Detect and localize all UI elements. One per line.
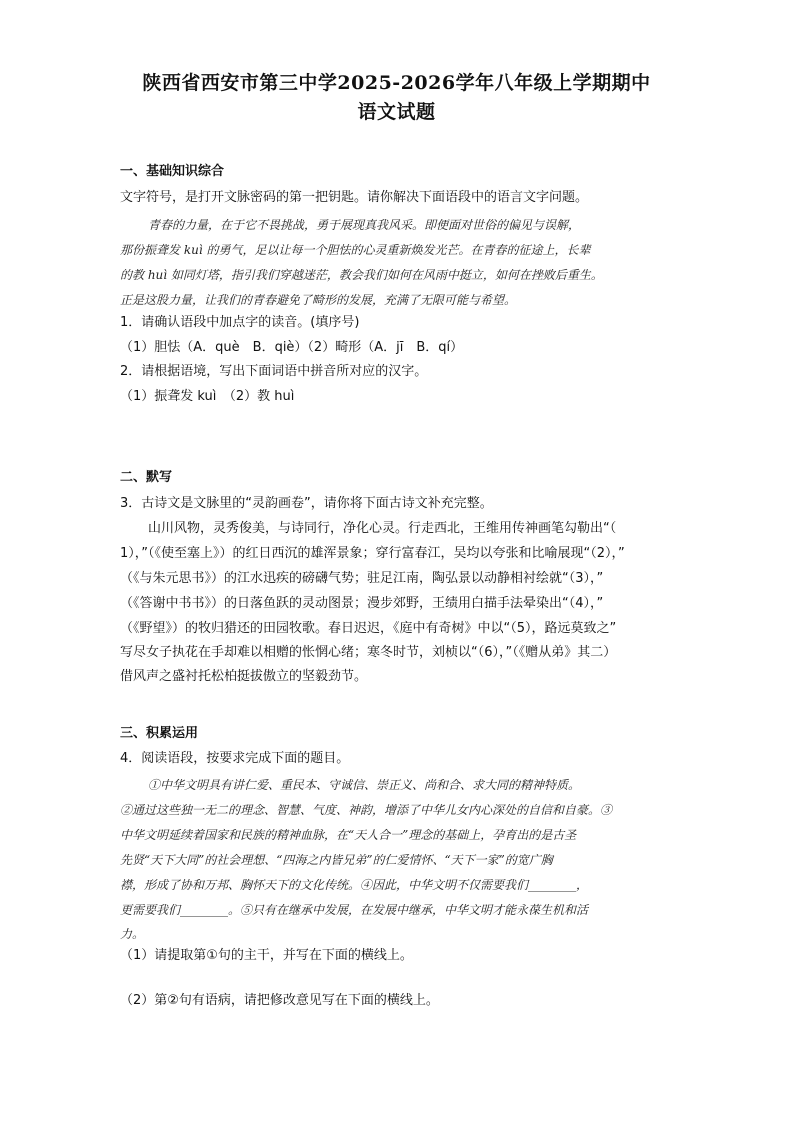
question-3-text-line: 借风声之盛衬托松柏挺拔傲立的坚毅劲节。 <box>120 669 368 684</box>
question-2: 2．请根据语境，写出下面词语中拼音所对应的汉字。 <box>120 364 428 379</box>
question-3-text-line: （《答谢中书书》）的日落鱼跃的灵动图景；漫步郊野，王绩用白描手法晕染出“（4），” <box>120 596 604 611</box>
section1-passage-line: 正是这股力量，让我们的青春避免了畸形的发展，充满了无限可能与希望。 <box>120 293 517 307</box>
section-heading-dictation: 二、默写 <box>120 470 173 485</box>
section-heading-basic-knowledge: 一、基础知识综合 <box>120 164 225 179</box>
question-1: 1．请确认语段中加点字的读音。(填序号) <box>120 315 360 330</box>
section1-passage-line: 那份振聋发 kuì 的勇气，足以让每一个胆怯的心灵重新焕发光芒。在青春的征途上，长辈 <box>120 243 591 257</box>
section1-passage-line: 青春的力量，在于它不畏挑战，勇于展现真我风采。即便面对世俗的偏见与误解， <box>148 218 581 232</box>
question-3-text-line: （《与朱元思书》）的江水迅疾的磅礴气势；驻足江南，陶弘景以动静相衬绘就“（3），” <box>120 571 604 586</box>
question-3-text-line: 写尽女子执花在手却难以相赠的怅惘心绪；寒冬时节，刘桢以“（6），”（《赠从弟》其二） <box>120 645 617 660</box>
question-4-passage-line: 力。 <box>120 927 145 941</box>
question-2-options: （1）振聋发 kuì （2）教 huì <box>120 389 295 404</box>
question-3-text-line: 1），”（《使至塞上》）的红日西沉的雄浑景象；穿行富春江，吴均以夸张和比喻展现“（2），” <box>120 546 625 561</box>
question-4-passage-line: 中华文明延续着国家和民族的精神血脉，在“天人合一”理念的基础上，孕育出的是古圣 <box>120 828 577 842</box>
question-1-options: （1）胆怯（A．què B．qiè）（2）畸形（A．jī B．qí） <box>120 340 464 355</box>
section1-passage-line: 的教 huì 如同灯塔，指引我们穿越迷茫，教会我们如何在风雨中挺立，如何在挫败后重生。 <box>120 268 603 282</box>
question-3: 3．古诗文是文脉里的“灵韵画卷”，请你将下面古诗文补充完整。 <box>120 496 493 511</box>
section1-intro: 文字符号，是打开文脉密码的第一把钥匙。请你解决下面语段中的语言文字问题。 <box>120 190 589 205</box>
question-4-passage-line: 先贤“天下大同”的社会理想、“四海之内皆兄弟”的仁爱情怀、“天下一家”的宽广胸 <box>120 853 553 867</box>
page-title: 陕西省西安市第三中学2025-2026学年八年级上学期期中 <box>142 72 651 94</box>
question-4-passage-line: 更需要我们________。⑤只有在继承中发展，在发展中继承，中华文明才能永葆生机和活 <box>120 903 589 917</box>
question-3-text-line: （《野望》）的牧归猎还的田园牧歌。春日迟迟，《庭中有奇树》中以“（5），路远莫致之” <box>120 621 617 636</box>
question-4-passage-line: ②通过这些独一无二的理念、智慧、气度、神韵，增添了中华儿女内心深处的自信和自豪。③ <box>120 803 613 817</box>
question-4-sub-1: （1）请提取第①句的主干，并写在下面的横线上。 <box>120 948 413 963</box>
page-subtitle: 语文试题 <box>357 101 436 123</box>
question-4-sub-2: （2）第②句有语病，请把修改意见写在下面的横线上。 <box>120 993 439 1008</box>
question-3-text-line: 山川风物，灵秀俊美，与诗同行，净化心灵。行走西北，王维用传神画笔勾勒出“（ <box>148 521 617 536</box>
question-4: 4．阅读语段，按要求完成下面的题目。 <box>120 751 350 766</box>
section-heading-accumulation: 三、积累运用 <box>120 726 199 741</box>
question-4-passage-line: 襟，形成了协和万邦、胸怀天下的文化传统。④因此，中华文明不仅需要我们________， <box>120 878 589 892</box>
question-4-passage-line: ①中华文明具有讲仁爱、重民本、守诚信、崇正义、尚和合、求大同的精神特质。 <box>148 778 581 792</box>
